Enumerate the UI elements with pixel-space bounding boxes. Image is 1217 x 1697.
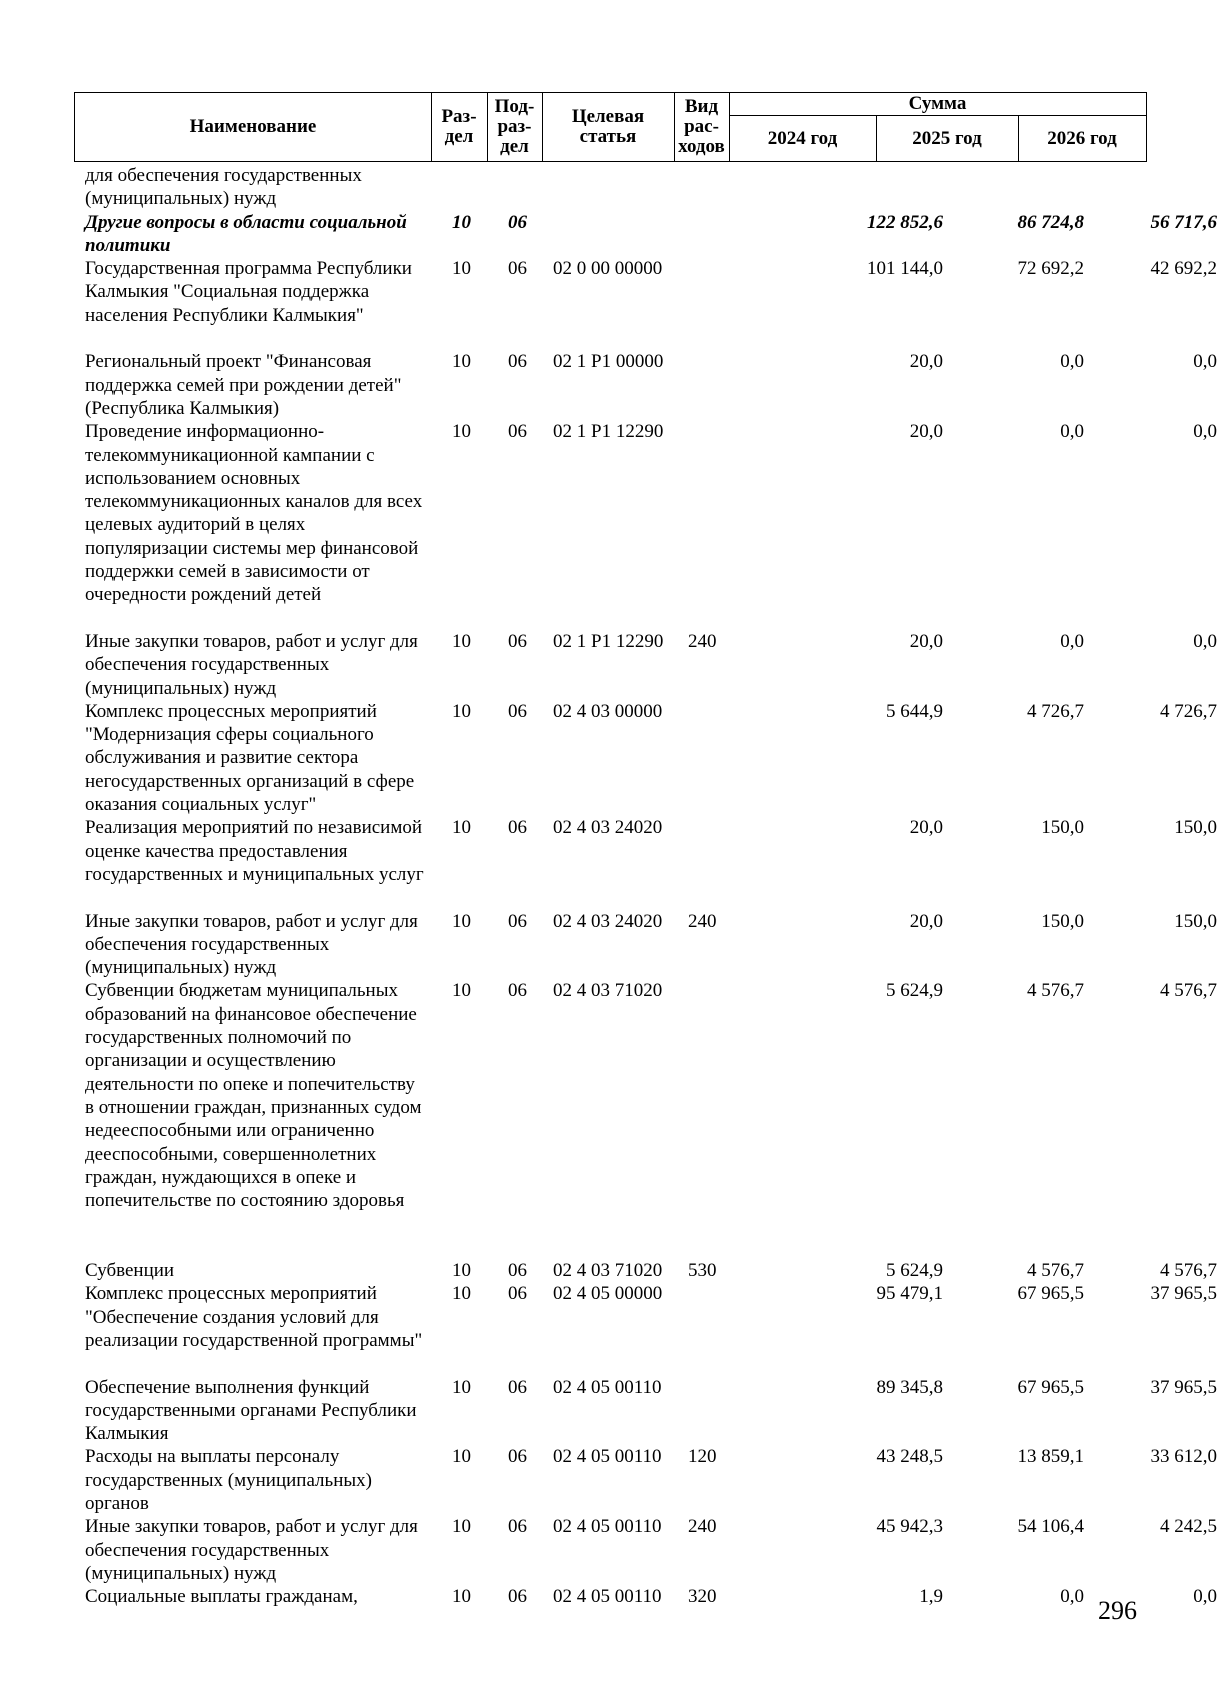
row-razdel: 10 [452,1283,471,1305]
row-celevaya-statya: 02 4 05 00110 [553,1516,662,1538]
row-celevaya-statya: 02 4 05 00110 [553,1586,662,1608]
table-row [74,630,1217,700]
row-vid-rashodov: 240 [688,910,717,932]
row-podrazdel: 06 [508,1283,527,1305]
row-celevaya-statya: 02 0 00 00000 [553,258,663,280]
row-vid-rashodov: 240 [688,630,717,652]
table-row [74,700,1217,817]
row-sum-2026: 0,0 [1193,421,1217,443]
row-sum-2024: 122 852,6 [867,211,943,233]
row-name: Государственная программа Республики Калмыкия "Социальная поддержка населения Республики Калмыкия" [85,258,412,326]
row-razdel: 10 [452,700,471,722]
row-name: Иные закупки товаров, работ и услуг для обеспечения государственных (муниципальных) нужд [85,910,418,979]
row-sum-2026: 4 576,7 [1160,1260,1217,1282]
row-podrazdel: 06 [508,258,527,280]
row-podrazdel: 06 [508,817,527,839]
row-celevaya-statya: 02 1 Р1 00000 [553,351,664,373]
row-celevaya-statya: 02 4 03 00000 [553,700,663,722]
row-sum-2024: 20,0 [909,421,943,443]
row-sum-2026: 0,0 [1193,630,1217,652]
row-celevaya-statya: 02 1 Р1 12290 [553,421,664,443]
row-razdel: 10 [452,1376,471,1398]
row-sum-2026: 37 965,5 [1150,1376,1217,1398]
row-sum-2026: 0,0 [1193,351,1217,373]
row-sum-2024: 101 144,0 [867,258,943,280]
row-razdel: 10 [452,910,471,932]
row-sum-2025: 86 724,8 [1017,211,1084,233]
row-sum-2026: 0,0 [1193,1586,1217,1608]
row-podrazdel: 06 [508,211,527,233]
table-row [74,1282,1217,1375]
row-name: Расходы на выплаты персоналу государственных (муниципальных) органов [85,1446,372,1514]
row-name: Иные закупки товаров, работ и услуг для обеспечения государственных (муниципальных) нужд [85,630,418,699]
row-podrazdel: 06 [508,980,527,1002]
row-name: Иные закупки товаров, работ и услуг для обеспечения государственных (муниципальных) нужд [85,1516,418,1584]
row-celevaya-statya: 02 4 03 71020 [553,1260,663,1282]
row-sum-2024: 95 479,1 [876,1283,943,1305]
table-header [74,92,1147,162]
row-sum-2025: 67 965,5 [1017,1283,1084,1305]
row-celevaya-statya: 02 4 05 00110 [553,1376,662,1398]
col-podrazdel-header: Под- раз- дел [494,96,535,157]
row-name: Субвенции бюджетам муниципальных образований на финансовое обеспечение государственных полномочий по организации и осуществлению деятельности по опеке и попечительству в отношении граждан, признанных судом недееспособными или ограниченно дееспособными, совершеннолетних граждан, нуждающихся в опеке и попечительстве по состоянию здоровья [85,980,422,1212]
row-sum-2025: 150,0 [1041,817,1084,839]
row-sum-2026: 33 612,0 [1150,1446,1217,1468]
row-sum-2025: 67 965,5 [1017,1376,1084,1398]
col-razdel-header: Раз- дел [441,106,477,147]
row-razdel: 10 [452,211,471,233]
row-razdel: 10 [452,817,471,839]
row-sum-2026: 42 692,2 [1150,258,1217,280]
table-body [74,164,1217,1608]
row-sum-2025: 4 576,7 [1027,1260,1084,1282]
row-razdel: 10 [452,421,471,443]
table-row [74,350,1217,420]
row-celevaya-statya: 02 4 03 71020 [553,980,663,1002]
row-celevaya-statya: 02 4 05 00110 [553,1446,662,1468]
row-podrazdel: 06 [508,1586,527,1608]
row-celevaya-statya: 02 4 03 24020 [553,910,663,932]
row-name: Реализация мероприятий по независимой оценке качества предоставления государственных и муниципальных услуг [85,817,424,885]
row-sum-2025: 0,0 [1060,351,1084,373]
table-row [74,1585,1217,1608]
row-name: Проведение информационно-телекоммуникационной кампании с использованием основных телекоммуникационных каналов для всех целевых аудиторий в целях популяризации системы мер финансовой поддержки семей в зависимости от очередности рождений детей [85,421,423,606]
row-podrazdel: 06 [508,1446,527,1468]
row-sum-2024: 43 248,5 [876,1446,943,1468]
col-celevaya-header: Целевая статья [571,106,645,147]
row-sum-2024: 5 644,9 [886,700,943,722]
col-2024-header: 2024 год [767,127,838,149]
row-podrazdel: 06 [508,910,527,932]
row-sum-2025: 0,0 [1060,421,1084,443]
row-sum-2024: 1,9 [919,1586,943,1608]
row-name: Региональный проект "Финансовая поддержка семей при рождении детей" (Республика Калмыкия) [85,351,402,419]
row-sum-2024: 89 345,8 [876,1376,943,1398]
table-row [74,1376,1217,1446]
row-razdel: 10 [452,630,471,652]
col-name-header: Наименование [189,116,317,137]
row-sum-2024: 20,0 [909,817,943,839]
row-celevaya-statya: 02 4 05 00000 [553,1283,663,1305]
row-name: Обеспечение выполнения функций государственными органами Республики Калмыкия [85,1376,417,1445]
row-name: Комплекс процессных мероприятий "Обеспечение создания условий для реализации государственной программы" [85,1283,423,1351]
row-name: Субвенции [85,1260,175,1282]
row-sum-2025: 72 692,2 [1017,258,1084,280]
table-row [74,816,1217,909]
row-podrazdel: 06 [508,351,527,373]
row-sum-2025: 0,0 [1060,630,1084,652]
row-sum-2025: 150,0 [1041,910,1084,932]
row-razdel: 10 [452,1586,471,1608]
row-celevaya-statya: 02 1 Р1 12290 [553,630,664,652]
row-name: для обеспечения государственных (муниципальных) нужд [85,165,362,210]
row-sum-2025: 13 859,1 [1017,1446,1084,1468]
row-podrazdel: 06 [508,1260,527,1282]
col-2026-header: 2026 год [1047,127,1117,149]
row-razdel: 10 [452,351,471,373]
table-row [74,1445,1217,1515]
row-podrazdel: 06 [508,700,527,722]
table-row [74,211,1217,258]
table-row [74,257,1217,350]
row-celevaya-statya: 02 4 03 24020 [553,817,663,839]
row-sum-2025: 54 106,4 [1017,1516,1084,1538]
row-sum-2024: 20,0 [909,630,943,652]
col-2025-header: 2025 год [912,127,982,149]
row-razdel: 10 [452,980,471,1002]
table-row [74,420,1217,630]
row-name: Другие вопросы в области социальной политики [85,211,407,256]
row-razdel: 10 [452,1260,471,1282]
row-vid-rashodov: 320 [688,1586,717,1608]
row-podrazdel: 06 [508,630,527,652]
row-name: Комплекс процессных мероприятий "Модернизация сферы социального обслуживания и развитие сектора негосударственных организаций в сфере оказания социальных услуг" [85,700,415,816]
table-row [74,1259,1217,1282]
row-sum-2026: 4 726,7 [1160,700,1217,722]
row-sum-2024: 5 624,9 [886,980,943,1002]
row-vid-rashodov: 120 [688,1446,717,1468]
page-number: 296 [1098,1596,1137,1625]
row-sum-2026: 150,0 [1174,910,1217,932]
row-sum-2025: 4 576,7 [1027,980,1084,1002]
row-sum-2026: 150,0 [1174,817,1217,839]
table-row [74,1515,1217,1585]
col-vid-header: Вид рас- ходов [678,96,725,157]
row-sum-2024: 45 942,3 [876,1516,943,1538]
table-row [74,979,1217,1259]
row-podrazdel: 06 [508,1516,527,1538]
row-razdel: 10 [452,1446,471,1468]
row-name: Социальные выплаты гражданам, [85,1586,358,1608]
row-sum-2026: 4 242,5 [1160,1516,1217,1538]
row-podrazdel: 06 [508,421,527,443]
row-sum-2025: 0,0 [1060,1586,1084,1608]
table-row [74,164,1147,211]
row-razdel: 10 [452,1516,471,1538]
row-sum-2026: 37 965,5 [1150,1283,1217,1305]
row-sum-2025: 4 726,7 [1027,700,1084,722]
row-sum-2024: 5 624,9 [886,1260,943,1282]
row-vid-rashodov: 240 [688,1516,717,1538]
col-summa-header: Сумма [908,93,967,114]
row-sum-2024: 20,0 [909,351,943,373]
row-sum-2026: 56 717,6 [1150,211,1217,233]
row-sum-2026: 4 576,7 [1160,980,1217,1002]
row-vid-rashodov: 530 [688,1260,717,1282]
table-row [74,910,1217,980]
row-sum-2024: 20,0 [909,910,943,932]
row-razdel: 10 [452,258,471,280]
row-podrazdel: 06 [508,1376,527,1398]
